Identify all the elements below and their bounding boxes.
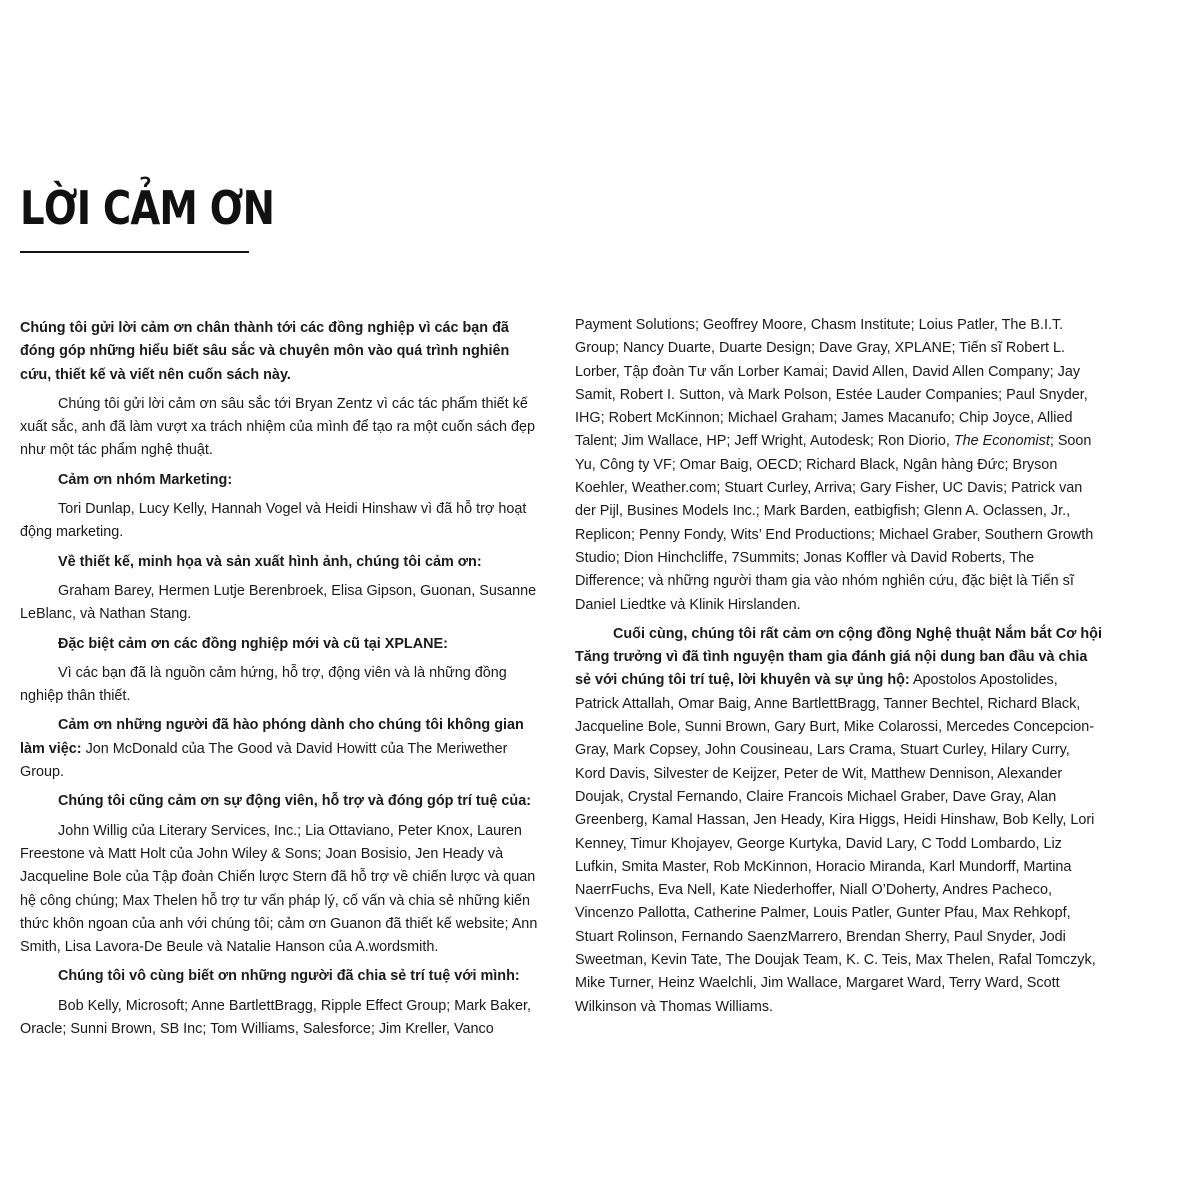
bryan-zentz-paragraph: Chúng tôi gửi lời cảm ơn sâu sắc tới Bryan Zentz vì các tác phẩm thiết kế xuất sắc, anh đã làm vượt xa trách nhiệm của mình để tạo ra một cuốn sách đẹp như một tác phẩm nghệ thuật. bbox=[20, 395, 536, 459]
wisdom-paragraph: Bob Kelly, Microsoft; Anne BartlettBragg, Ripple Effect Group; Mark Baker, Oracle; Sunni Brown, SB Inc; Tom Williams, Salesforce; Jim Kreller, Vanco bbox=[20, 997, 531, 1038]
workspace-names: Jon McDonald của The Good và David Howitt của The Meriwether Group. bbox=[20, 740, 508, 781]
intro-paragraph: Chúng tôi gửi lời cảm ơn chân thành tới các đồng nghiệp vì các bạn đã đóng góp những hiểu biết sâu sắc và chuyên môn vào quá trình nghiên cứu, thiết kế và viết nên cuốn sách này. bbox=[20, 320, 510, 383]
final-thanks-paragraph bbox=[575, 623, 1103, 1019]
design-paragraph: Graham Barey, Hermen Lutje Berenbroek, Elisa Gipson, Guonan, Susanne LeBlanc, và Nathan Stang. bbox=[20, 582, 537, 623]
support-paragraph: John Willig của Literary Services, Inc.; Lia Ottaviano, Peter Knox, Lauren Freestone và Matt Holt của John Wiley & Sons; Joan Bosisio, Jen Heady và Jacqueline Bole của Tập đoàn Chiến lược Stern đã hỗ trợ về chiến lược và quan hệ công chúng; Max Thelen hỗ trợ tư vấn pháp lý, cố vấn và chia sẻ những kiến thức khôn ngoan của anh với chúng tôi; cảm ơn Guanon đã thiết kế website; Ann Smith, Lisa Lavora-De Beule và Natalie Hanson của A.wordsmith. bbox=[20, 822, 538, 956]
continued-text-a: Payment Solutions; Geoffrey Moore, Chasm Institute; Loius Patler, The B.I.T. Group; Nancy Duarte, Duarte Design; Dave Gray, XPLANE; Tiến sĩ Robert L. Lorber, Tập đoàn Tư vấn Lorber Kamai; David Allen, David Allen Company; Jay Samit, Robert I. Sutton, và Mark Polson, Estée Lauder Companies; Paul Snyder, IHG; Robert McKinnon; Michael Graham; James Macanufo; Chip Joyce, Allied Talent; Jim Wallace, HP; Jeff Wright, Autodesk; Ron Diorio, bbox=[575, 317, 1088, 450]
design-heading: Về thiết kế, minh họa và sản xuất hình ảnh, chúng tôi cảm ơn: bbox=[58, 553, 482, 570]
left-column bbox=[20, 317, 542, 1047]
support-heading: Chúng tôi cũng cảm ơn sự động viên, hỗ trợ và đóng góp trí tuệ của: bbox=[58, 793, 531, 810]
final-thanks-bold: Cuối cùng, chúng tôi rất cảm ơn cộng đồng Nghệ thuật Nắm bắt Cơ hội Tăng trưởng vì đã tình nguyện tham gia đánh giá nội dung ban đầu và chia sẻ với chúng tôi trí tuệ, lời khuyên và sự ủng hộ: bbox=[575, 625, 1102, 689]
continued-text-b: ; Soon Yu, Công ty VF; Omar Baig, OECD; Richard Black, Ngân hàng Đức; Bryson Koehler, Weather.com; Stuart Curley, Arriva; Gary Fisher, UC Davis; Patrick van der Pijl, Busines Models Inc.; Mark Barden, eatbigfish; Glenn A. Oclassen, Jr., Replicon; Penny Fondy, Wits’ End Productions; Michael Graber, Southern Growth Studio; Dion Hinchcliffe, 7Summits; Jonas Koffler và David Roberts, The Difference; và những người tham gia vào nhóm nghiên cứu, đặc biệt là Tiến sĩ Daniel Liedtke và Klinik Hirslanden. bbox=[575, 433, 1094, 613]
workspace-paragraph bbox=[20, 714, 542, 784]
marketing-paragraph: Tori Dunlap, Lucy Kelly, Hannah Vogel và Heidi Hinshaw vì đã hỗ trợ hoạt động marketing. bbox=[20, 501, 527, 541]
right-column bbox=[575, 314, 1103, 1025]
economist-italic: The Economist bbox=[953, 433, 1050, 450]
final-thanks-names: Apostolos Apostolides, Patrick Attallah, Omar Baig, Anne BartlettBragg, Tanner Bechtel, Richard Black, Jacqueline Bole, Sunni Brown, Gary Burt, Mike Colarossi, Mercedes Concepcion-Gray, Mark Copsey, John Cousineau, Lars Crama, Stuart Curley, Hilary Curry, Kord Davis, Silvester de Keijzer, Peter de Wit, Matthew Dennison, Alexander Doujak, Crystal Fernando, Claire Francois Michael Graber, Dave Gray, Alan Greenberg, Kamal Hassan, Jen Heady, Kira Higgs, Heidi Hinshaw, Bob Kelly, Lori Kenney, Timur Khojayev, George Kurtyka, David Lary, C Todd Lombardo, Liz Lufkin, Smita Master, Rob McKinnon, Horacio Miranda, Karl Mundorff, Martina NaerrFuchs, Eva Nell, Kate Niederhoffer, Niall O’Doherty, Andres Pacheco, Vincenzo Pallotta, Catherine Palmer, Louis Patler, Gunter Pfau, Max Rehkopf, Stuart Rolinson, Fernando SaenzMarrero, Brendan Sherry, Paul Snyder, Jodi Sweetman, Kevin Tate, The Doujak Team, K. C. Teis, Max Thelen, Rafal Tomczyk, Mike Turner, Heinz Waelchli, Jim Wallace, Margaret Ward, Terry Ward, Scott Wilkinson và Thomas Williams. bbox=[575, 672, 1096, 1015]
title-underline bbox=[20, 251, 249, 253]
xplane-paragraph: Vì các bạn đã là nguồn cảm hứng, hỗ trợ, động viên và là những đồng nghiệp thân thiết. bbox=[20, 664, 507, 705]
workspace-bold-lead: Cảm ơn những người đã hào phóng dành cho chúng tôi không gian làm việc: bbox=[20, 717, 524, 757]
continued-wisdom-paragraph bbox=[575, 314, 1103, 617]
wisdom-heading: Chúng tôi vô cùng biết ơn những người đã chia sẻ trí tuệ với mình: bbox=[58, 968, 520, 985]
xplane-heading: Đặc biệt cảm ơn các đồng nghiệp mới và cũ tại XPLANE: bbox=[58, 635, 448, 652]
marketing-heading: Cảm ơn nhóm Marketing: bbox=[58, 471, 233, 488]
page-title: LỜI CẢM ƠN bbox=[20, 181, 275, 235]
